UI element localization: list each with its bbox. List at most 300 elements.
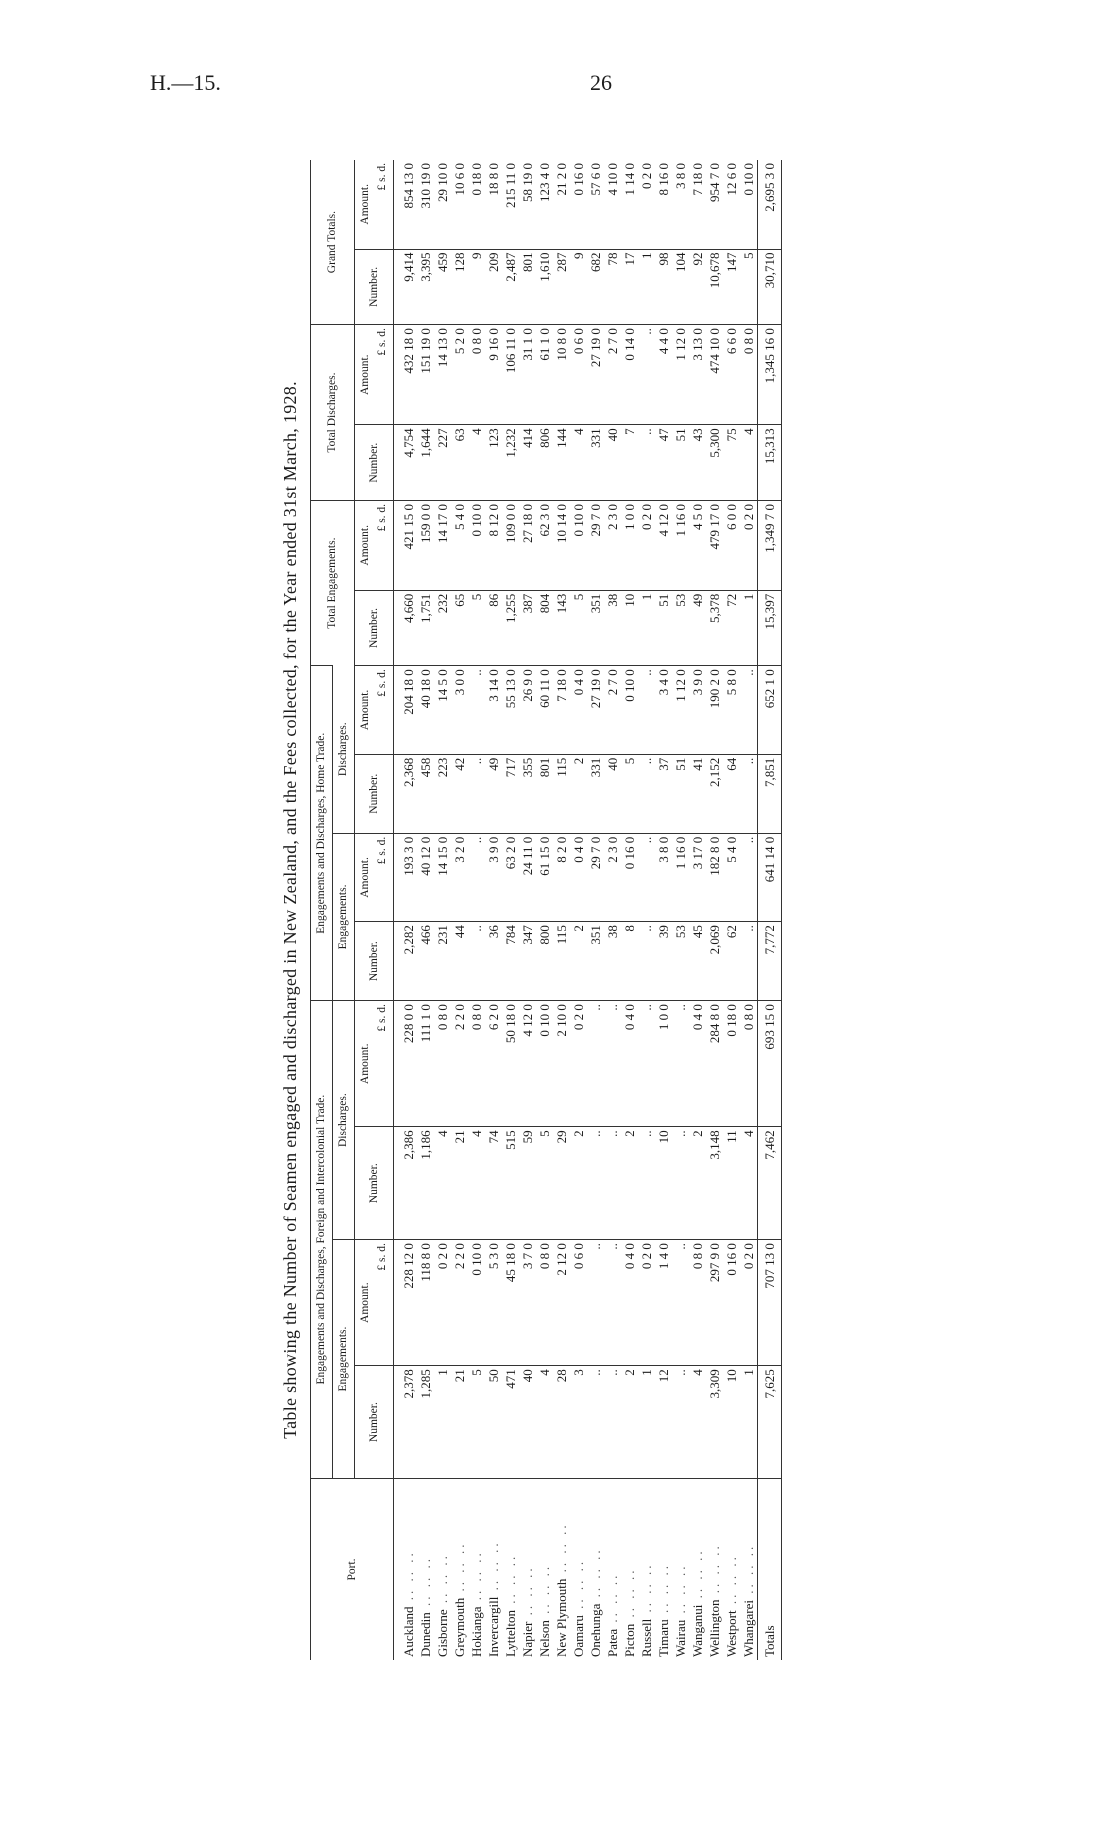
number-cell: 347	[519, 922, 536, 1001]
amount-cell: ..	[672, 1001, 689, 1127]
amount-cell: 1 12 0	[672, 666, 689, 754]
number-cell: ..	[638, 425, 655, 501]
number-cell: 98	[655, 249, 672, 325]
amount-cell: 0 8 0	[740, 1001, 758, 1127]
amount-cell: 8 16 0	[656, 163, 671, 196]
col-home-discharges: Discharges.	[333, 666, 355, 833]
amount-cell: 55 13 0	[502, 666, 519, 754]
number-cell: 2	[621, 1127, 638, 1240]
number-cell: 11	[723, 1127, 740, 1240]
amount-cell: 14 17 0	[434, 500, 451, 590]
col-number-header: Number.	[355, 1127, 394, 1240]
seamen-table	[310, 160, 782, 1660]
number-cell: 45	[689, 922, 706, 1001]
amount-cell: 31 1 0	[519, 325, 536, 425]
amount-cell: 0 8 0	[536, 1240, 553, 1366]
table-row	[689, 160, 706, 1660]
amount-cell: 193 3 0	[394, 833, 418, 921]
number-cell: 21	[451, 1366, 468, 1479]
number-cell: 64	[723, 754, 740, 833]
amount-cell: 27 19 0	[587, 325, 604, 425]
page-number: 26	[590, 70, 612, 95]
number-cell: 800	[536, 922, 553, 1001]
port-name: Nelson .. .. ..	[536, 1479, 553, 1661]
amount-cell: 62 3 0	[536, 500, 553, 590]
number-cell: 232	[434, 590, 451, 666]
port-name: Wellington .. .. ..	[706, 1479, 723, 1661]
amount-cell: 0 6 0	[570, 1240, 587, 1366]
number-cell: 806	[536, 425, 553, 501]
number-cell: ..	[740, 922, 758, 1001]
number-cell: 351	[587, 922, 604, 1001]
amount-cell: 0 8 0	[468, 325, 485, 425]
table-row	[553, 160, 570, 1660]
totals-row	[758, 160, 782, 1660]
amount-cell: 1 12 0	[672, 325, 689, 425]
number-cell: 5	[468, 1366, 485, 1479]
amount-cell: 2 2 0	[451, 1240, 468, 1366]
number-cell: ..	[604, 1366, 621, 1479]
amount-cell: 61 15 0	[536, 833, 553, 921]
port-name: Timaru .. .. ..	[655, 1479, 672, 1661]
number-cell: 5,300	[706, 425, 723, 501]
number-cell: 8	[621, 922, 638, 1001]
currency-unit: £ s. d.	[376, 163, 388, 191]
number-cell: 1	[740, 590, 758, 666]
number-cell: 4	[536, 1366, 553, 1479]
number-cell: 28	[553, 1366, 570, 1479]
amount-cell: 0 8 0	[468, 1001, 485, 1127]
port-name: Patea .. .. ..	[604, 1479, 621, 1661]
col-grand-totals: Grand Totals.	[311, 160, 355, 325]
table-row	[587, 160, 604, 1660]
amount-cell: 3 8 0	[655, 833, 672, 921]
number-cell: 15,313	[758, 425, 782, 501]
number-cell: 5	[740, 249, 758, 325]
number-cell: 53	[672, 922, 689, 1001]
number-cell: 2,368	[394, 754, 418, 833]
number-cell: 5,378	[706, 590, 723, 666]
currency-unit: £ s. d.	[376, 1004, 388, 1032]
amount-cell: 10 8 0	[553, 325, 570, 425]
amount-cell: 6 0 0	[723, 500, 740, 590]
amount-cell: 1 16 0	[672, 500, 689, 590]
amount-cell: 9 16 0	[485, 325, 502, 425]
table-row	[604, 160, 621, 1660]
amount-cell: 2 10 0	[553, 1001, 570, 1127]
amount-cell: 0 6 0	[570, 325, 587, 425]
amount-cell: 2 12 0	[553, 1240, 570, 1366]
amount-cell: 57 6 0	[588, 163, 603, 196]
table-row	[434, 160, 451, 1660]
amount-cell: 4 12 0	[655, 500, 672, 590]
number-cell: 4,660	[394, 590, 418, 666]
number-cell: 75	[723, 425, 740, 501]
number-cell: 4	[468, 1127, 485, 1240]
currency-unit: £ s. d.	[376, 328, 388, 356]
amount-cell: 3 13 0	[689, 325, 706, 425]
amount-cell: 8 2 0	[553, 833, 570, 921]
amount-cell: 24 11 0	[519, 833, 536, 921]
amount-cell: 421 15 0	[394, 500, 418, 590]
number-cell: 42	[451, 754, 468, 833]
table-row	[638, 160, 655, 1660]
amount-cell: 479 17 0	[706, 500, 723, 590]
amount-cell: 0 2 0	[639, 163, 654, 189]
amount-cell: ..	[604, 1240, 621, 1366]
number-cell: 414	[519, 425, 536, 501]
port-name: Russell .. .. ..	[638, 1479, 655, 1661]
number-cell: 2,282	[394, 922, 418, 1001]
amount-cell: 0 18 0	[469, 163, 484, 196]
col-foreign-engagements: Engagements.	[333, 1240, 355, 1479]
port-name: Totals	[758, 1479, 782, 1661]
amount-cell: ..	[740, 666, 758, 754]
table-row	[740, 160, 758, 1660]
number-cell: 7,625	[758, 1366, 782, 1479]
amount-cell: 50 18 0	[502, 1001, 519, 1127]
number-cell: ..	[638, 922, 655, 1001]
amount-cell: 5 4 0	[723, 833, 740, 921]
amount-cell: 3 8 0	[673, 163, 688, 189]
col-port: Port.	[311, 1479, 394, 1661]
amount-cell: 641 14 0	[758, 833, 782, 921]
amount-cell: 58 19 0	[520, 163, 535, 202]
number-cell: 86	[485, 590, 502, 666]
amount-cell: 0 14 0	[621, 325, 638, 425]
amount-cell: 45 18 0	[502, 1240, 519, 1366]
amount-cell: 159 0 0	[417, 500, 434, 590]
rotated-table-container	[270, 160, 900, 1660]
amount-cell: 0 10 0	[468, 500, 485, 590]
amount-cell: 1 14 0	[622, 163, 637, 196]
port-name: Gisborne .. .. ..	[434, 1479, 451, 1661]
port-name: Picton .. .. ..	[621, 1479, 638, 1661]
number-cell: 40	[604, 754, 621, 833]
number-cell: 39	[655, 922, 672, 1001]
amount-cell: 5 2 0	[451, 325, 468, 425]
number-cell: 1,610	[536, 249, 553, 325]
amount-cell: 0 18 0	[723, 1001, 740, 1127]
amount-cell: 1 0 0	[655, 1001, 672, 1127]
number-cell: 10	[621, 590, 638, 666]
number-cell: 5	[621, 754, 638, 833]
number-cell: 17	[621, 249, 638, 325]
table-body	[394, 160, 782, 1660]
number-cell: 7,462	[758, 1127, 782, 1240]
number-cell: 36	[485, 922, 502, 1001]
col-total-discharges: Total Discharges.	[311, 325, 355, 501]
amount-cell: ..	[672, 1240, 689, 1366]
number-cell: 459	[434, 249, 451, 325]
amount-cell: 61 1 0	[536, 325, 553, 425]
port-name: Westport .. .. ..	[723, 1479, 740, 1661]
number-cell: 78	[604, 249, 621, 325]
amount-cell: 109 0 0	[502, 500, 519, 590]
number-cell: 53	[672, 590, 689, 666]
amount-cell: 0 4 0	[621, 1001, 638, 1127]
number-cell: ..	[604, 1127, 621, 1240]
number-cell: 147	[723, 249, 740, 325]
amount-cell: ..	[468, 666, 485, 754]
amount-cell: 0 16 0	[571, 163, 586, 196]
amount-cell: 5 8 0	[723, 666, 740, 754]
number-cell: 466	[417, 922, 434, 1001]
amount-cell: 123 4 0	[537, 163, 552, 202]
number-cell: 1	[740, 1366, 758, 1479]
amount-cell: ..	[638, 666, 655, 754]
col-number-header: Number.	[355, 922, 394, 1001]
number-cell: 59	[519, 1127, 536, 1240]
port-name: Auckland .. .. ..	[394, 1479, 418, 1661]
amount-cell: 2 3 0	[604, 500, 621, 590]
number-cell: 2	[621, 1366, 638, 1479]
number-cell: 3,148	[706, 1127, 723, 1240]
number-cell: 144	[553, 425, 570, 501]
number-cell: ..	[468, 922, 485, 1001]
number-cell: 74	[485, 1127, 502, 1240]
port-name: New Plymouth .. .. ..	[553, 1479, 570, 1661]
amount-cell: 29 10 0	[435, 163, 450, 202]
table-row	[723, 160, 740, 1660]
amount-cell: 0 2 0	[740, 500, 758, 590]
number-cell: ..	[638, 1127, 655, 1240]
amount-cell: 10 6 0	[452, 163, 467, 196]
number-cell: 50	[485, 1366, 502, 1479]
number-cell: 1,644	[417, 425, 434, 501]
col-number-header: Number.	[355, 249, 394, 325]
number-cell: ..	[740, 754, 758, 833]
number-cell: 12	[655, 1366, 672, 1479]
amount-cell: 228 12 0	[394, 1240, 418, 1366]
number-cell: 1	[638, 249, 655, 325]
amount-cell: 182 8 0	[706, 833, 723, 921]
amount-cell: 854 13 0	[401, 163, 416, 209]
number-cell: 51	[672, 754, 689, 833]
number-cell: 3,395	[417, 249, 434, 325]
amount-cell: 5 3 0	[485, 1240, 502, 1366]
amount-cell: 2 2 0	[451, 1001, 468, 1127]
port-name: Wairau .. .. ..	[672, 1479, 689, 1661]
number-cell: 115	[553, 754, 570, 833]
number-cell: 2	[570, 754, 587, 833]
amount-cell: 106 11 0	[502, 325, 519, 425]
number-cell: 784	[502, 922, 519, 1001]
amount-cell: 29 7 0	[587, 833, 604, 921]
number-cell: 4	[570, 425, 587, 501]
col-total-engagements: Total Engagements.	[311, 500, 355, 665]
number-cell: 682	[587, 249, 604, 325]
amount-cell: 1 0 0	[621, 500, 638, 590]
port-name: Invercargill .. .. ..	[485, 1479, 502, 1661]
number-cell: 471	[502, 1366, 519, 1479]
amount-cell: 228 0 0	[394, 1001, 418, 1127]
number-cell: 72	[723, 590, 740, 666]
table-row	[570, 160, 587, 1660]
amount-cell: 0 4 0	[689, 1001, 706, 1127]
number-cell: 104	[672, 249, 689, 325]
amount-cell: 21 2 0	[554, 163, 569, 196]
amount-cell: 0 10 0	[468, 1240, 485, 1366]
amount-cell: 1,345 16 0	[758, 325, 782, 425]
number-cell: 9,414	[394, 249, 418, 325]
amount-cell: 190 2 0	[706, 666, 723, 754]
amount-cell: 0 16 0	[723, 1240, 740, 1366]
number-cell: 2	[570, 1127, 587, 1240]
port-name: Whangarei .. .. ..	[740, 1479, 758, 1661]
amount-cell: 4 5 0	[689, 500, 706, 590]
amount-cell: 63 2 0	[502, 833, 519, 921]
amount-cell: 4 4 0	[655, 325, 672, 425]
number-cell: ..	[672, 1366, 689, 1479]
number-cell: 2,152	[706, 754, 723, 833]
number-cell: 351	[587, 590, 604, 666]
col-amount-header: Amount. £ s. d.	[355, 160, 394, 249]
number-cell: 51	[655, 590, 672, 666]
number-cell: 1,255	[502, 590, 519, 666]
number-cell: ..	[468, 754, 485, 833]
number-cell: 2,386	[394, 1127, 418, 1240]
amount-cell: ..	[638, 833, 655, 921]
number-cell: 287	[553, 249, 570, 325]
number-cell: 9	[570, 249, 587, 325]
port-name: Oamaru .. .. ..	[570, 1479, 587, 1661]
number-cell: 1,186	[417, 1127, 434, 1240]
table-row	[451, 160, 468, 1660]
number-cell: ..	[587, 1127, 604, 1240]
amount-cell: 7 18 0	[553, 666, 570, 754]
amount-cell: 14 5 0	[434, 666, 451, 754]
amount-cell: 0 4 0	[570, 666, 587, 754]
number-cell: 123	[485, 425, 502, 501]
amount-cell: 111 1 0	[417, 1001, 434, 1127]
amount-cell: ..	[638, 325, 655, 425]
amount-cell: 14 15 0	[434, 833, 451, 921]
number-cell: 1,751	[417, 590, 434, 666]
amount-cell: 3 14 0	[485, 666, 502, 754]
amount-cell: 1 4 0	[655, 1240, 672, 1366]
amount-cell: 215 11 0	[503, 163, 518, 209]
number-cell: 2	[570, 922, 587, 1001]
amount-cell: 5 4 0	[451, 500, 468, 590]
amount-cell: 18 8 0	[486, 163, 501, 196]
amount-cell: 707 13 0	[758, 1240, 782, 1366]
col-amount-header: Amount. £ s. d.	[355, 500, 394, 590]
amount-cell: 310 19 0	[418, 163, 433, 209]
number-cell: 49	[485, 754, 502, 833]
currency-unit: £ s. d.	[376, 669, 388, 697]
amount-cell: 27 19 0	[587, 666, 604, 754]
col-number-header: Number.	[355, 1366, 394, 1479]
amount-cell: 6 2 0	[485, 1001, 502, 1127]
number-cell: 44	[451, 922, 468, 1001]
number-cell: 41	[689, 754, 706, 833]
col-home: Engagements and Discharges, Home Trade.	[311, 666, 333, 1001]
amount-cell: 954 7 0	[707, 163, 722, 202]
amount-cell: 0 2 0	[570, 1001, 587, 1127]
number-cell: 331	[587, 425, 604, 501]
amount-cell: 474 10 0	[706, 325, 723, 425]
port-name: Napier .. .. ..	[519, 1479, 536, 1661]
number-cell: ..	[638, 754, 655, 833]
number-cell: 115	[553, 922, 570, 1001]
number-cell: 10	[655, 1127, 672, 1240]
table-row	[485, 160, 502, 1660]
amount-cell: 297 9 0	[706, 1240, 723, 1366]
amount-cell: 3 9 0	[485, 833, 502, 921]
table-row	[536, 160, 553, 1660]
number-cell: 331	[587, 754, 604, 833]
number-cell: 7,851	[758, 754, 782, 833]
amount-cell: 1 16 0	[672, 833, 689, 921]
amount-cell: 40 18 0	[417, 666, 434, 754]
number-cell: 38	[604, 922, 621, 1001]
table-row	[655, 160, 672, 1660]
amount-cell: 0 8 0	[740, 325, 758, 425]
number-cell: 49	[689, 590, 706, 666]
port-name: Wanganui .. .. ..	[689, 1479, 706, 1661]
col-home-engagements: Engagements.	[333, 833, 355, 1000]
number-cell: 515	[502, 1127, 519, 1240]
document-code: H.—15.	[150, 70, 221, 95]
table-caption: Table showing the Number of Seamen engaged and discharged in New Zealand, and the Fees collected, for the Year ended 31st March, 1928.	[280, 381, 300, 1439]
number-cell: 1	[638, 590, 655, 666]
amount-cell: 4 12 0	[519, 1001, 536, 1127]
amount-cell: 27 18 0	[519, 500, 536, 590]
number-cell: 2,069	[706, 922, 723, 1001]
amount-cell: 29 7 0	[587, 500, 604, 590]
currency-unit: £ s. d.	[376, 1243, 388, 1271]
amount-cell: 0 2 0	[638, 500, 655, 590]
amount-cell: 2 3 0	[604, 833, 621, 921]
table-row	[394, 160, 418, 1660]
number-cell: 38	[604, 590, 621, 666]
amount-cell: 2 7 0	[604, 325, 621, 425]
number-cell: 3,309	[706, 1366, 723, 1479]
number-cell: 231	[434, 922, 451, 1001]
amount-cell: ..	[604, 1001, 621, 1127]
amount-cell: 0 2 0	[740, 1240, 758, 1366]
amount-cell: 0 16 0	[621, 833, 638, 921]
number-cell: 2,487	[502, 249, 519, 325]
amount-cell: 0 8 0	[434, 1001, 451, 1127]
amount-cell: 3 17 0	[689, 833, 706, 921]
number-cell: 5	[570, 590, 587, 666]
amount-cell: 204 18 0	[394, 666, 418, 754]
amount-cell: 0 10 0	[570, 500, 587, 590]
amount-cell: 10 14 0	[553, 500, 570, 590]
number-cell: 51	[672, 425, 689, 501]
table-row	[502, 160, 519, 1660]
amount-cell: 1,349 7 0	[758, 500, 782, 590]
number-cell: ..	[672, 1127, 689, 1240]
number-cell: 801	[519, 249, 536, 325]
amount-cell: ..	[587, 1240, 604, 1366]
number-cell: 801	[536, 754, 553, 833]
number-cell: 355	[519, 754, 536, 833]
number-cell: 1	[638, 1366, 655, 1479]
number-cell: 7	[621, 425, 638, 501]
amount-cell: 151 19 0	[417, 325, 434, 425]
number-cell: 4	[434, 1127, 451, 1240]
col-number-header: Number.	[355, 425, 394, 501]
number-cell: 227	[434, 425, 451, 501]
amount-cell: ..	[740, 833, 758, 921]
amount-cell: 432 18 0	[394, 325, 418, 425]
number-cell: 30,710	[758, 249, 782, 325]
amount-cell: 0 10 0	[741, 163, 756, 196]
amount-cell: ..	[587, 1001, 604, 1127]
